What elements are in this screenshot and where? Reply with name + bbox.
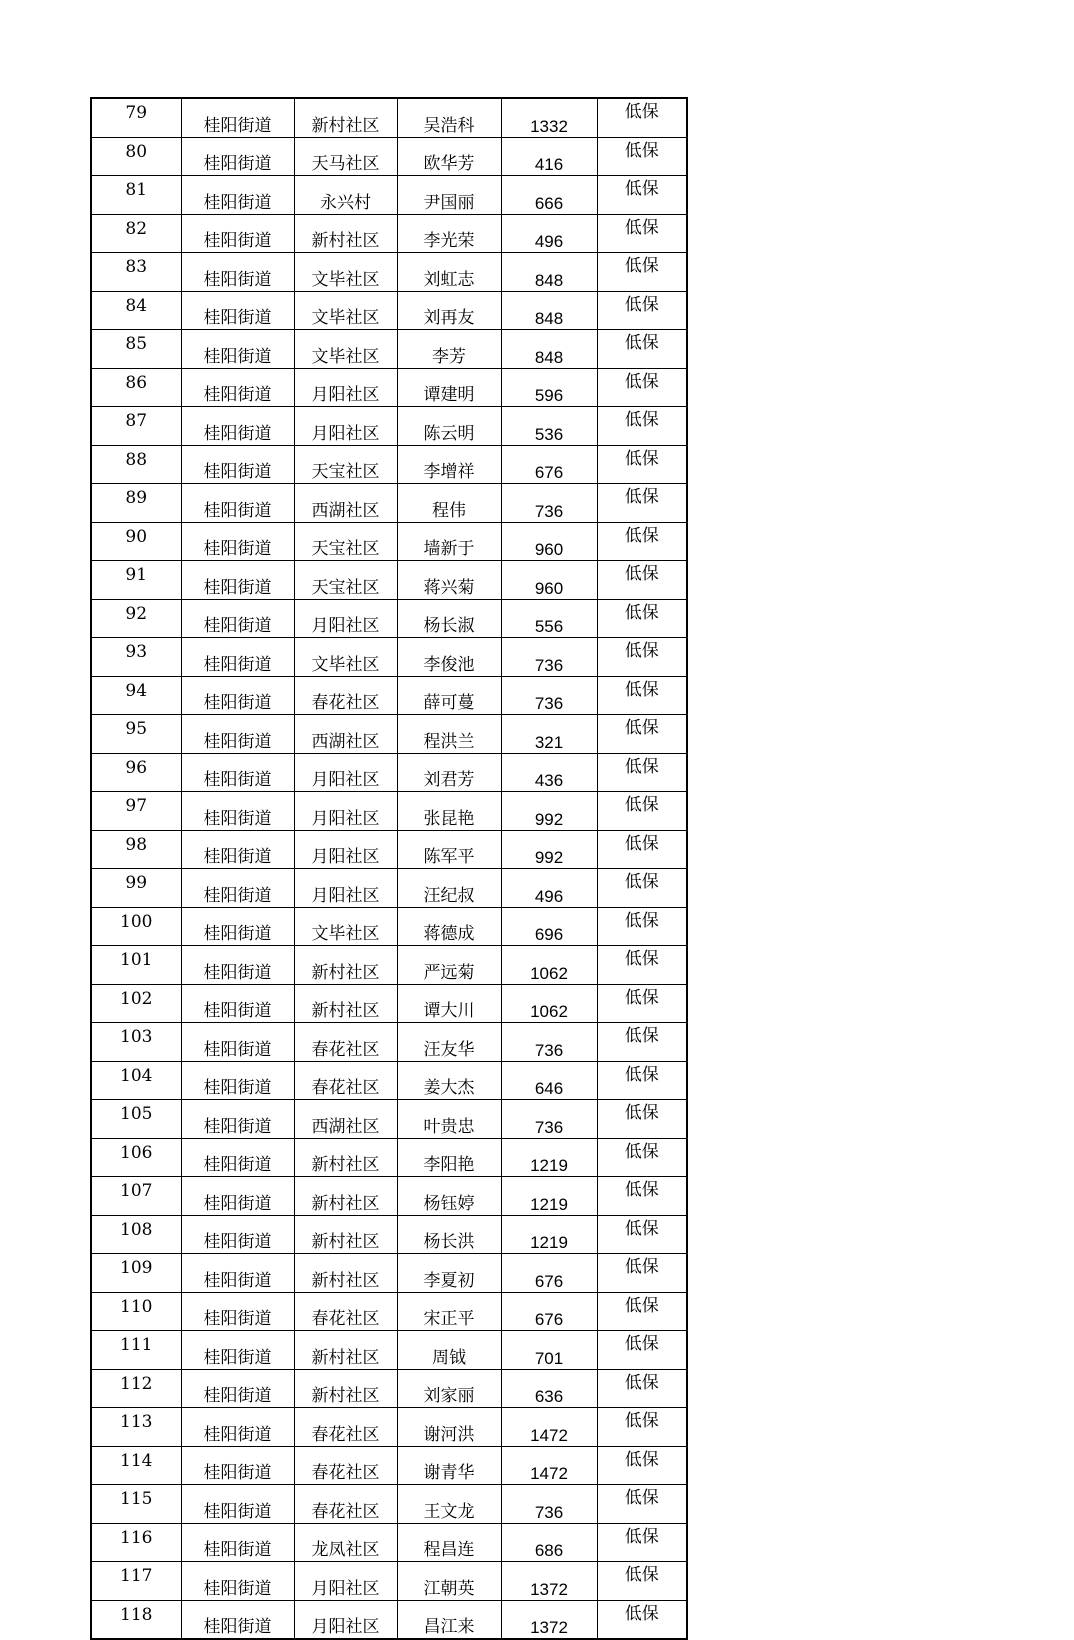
table-row xyxy=(91,869,687,908)
person-name-cell: 叶贵忠 xyxy=(397,1100,501,1139)
aid-type-cell: 低保 xyxy=(597,1254,687,1293)
row-number-cell: 110 xyxy=(91,1292,181,1331)
street-cell: 桂阳街道 xyxy=(181,1408,294,1447)
community-cell: 月阳社区 xyxy=(294,869,397,908)
table-row xyxy=(91,792,687,831)
table-row xyxy=(91,676,687,715)
street-cell: 桂阳街道 xyxy=(181,1138,294,1177)
person-name-cell: 吴浩科 xyxy=(397,98,501,137)
street-cell: 桂阳街道 xyxy=(181,137,294,176)
person-name-cell: 王文龙 xyxy=(397,1485,501,1524)
aid-type-cell: 低保 xyxy=(597,522,687,561)
community-cell: 文毕社区 xyxy=(294,253,397,292)
table-row xyxy=(91,176,687,215)
community-cell: 春花社区 xyxy=(294,1485,397,1524)
street-cell: 桂阳街道 xyxy=(181,1485,294,1524)
amount-cell: 686 xyxy=(501,1523,597,1562)
aid-type-cell: 低保 xyxy=(597,869,687,908)
table-row xyxy=(91,715,687,754)
row-number-cell: 102 xyxy=(91,984,181,1023)
community-cell: 文毕社区 xyxy=(294,291,397,330)
aid-type-cell: 低保 xyxy=(597,407,687,446)
row-number-cell: 81 xyxy=(91,176,181,215)
aid-type-cell: 低保 xyxy=(597,137,687,176)
amount-cell: 556 xyxy=(501,599,597,638)
aid-type-cell: 低保 xyxy=(597,1523,687,1562)
community-cell: 春花社区 xyxy=(294,1061,397,1100)
table-row xyxy=(91,1061,687,1100)
aid-type-cell: 低保 xyxy=(597,330,687,369)
amount-cell: 1219 xyxy=(501,1177,597,1216)
community-cell: 西湖社区 xyxy=(294,1100,397,1139)
aid-type-cell: 低保 xyxy=(597,907,687,946)
table-row xyxy=(91,98,687,137)
table-row xyxy=(91,214,687,253)
amount-cell: 536 xyxy=(501,407,597,446)
row-number-cell: 117 xyxy=(91,1562,181,1601)
table-row xyxy=(91,1254,687,1293)
community-cell: 天马社区 xyxy=(294,137,397,176)
community-cell: 春花社区 xyxy=(294,676,397,715)
row-number-cell: 108 xyxy=(91,1215,181,1254)
row-number-cell: 82 xyxy=(91,214,181,253)
aid-type-cell: 低保 xyxy=(597,98,687,137)
table-row xyxy=(91,522,687,561)
street-cell: 桂阳街道 xyxy=(181,869,294,908)
street-cell: 桂阳街道 xyxy=(181,792,294,831)
community-cell: 月阳社区 xyxy=(294,368,397,407)
person-name-cell: 昌江来 xyxy=(397,1600,501,1639)
table-row xyxy=(91,1331,687,1370)
table-row xyxy=(91,561,687,600)
table-row xyxy=(91,1292,687,1331)
community-cell: 月阳社区 xyxy=(294,1600,397,1639)
row-number-cell: 111 xyxy=(91,1331,181,1370)
row-number-cell: 84 xyxy=(91,291,181,330)
row-number-cell: 98 xyxy=(91,830,181,869)
community-cell: 新村社区 xyxy=(294,1138,397,1177)
person-name-cell: 汪友华 xyxy=(397,1023,501,1062)
street-cell: 桂阳街道 xyxy=(181,1562,294,1601)
amount-cell: 676 xyxy=(501,1254,597,1293)
aid-type-cell: 低保 xyxy=(597,291,687,330)
aid-type-cell: 低保 xyxy=(597,253,687,292)
person-name-cell: 蒋兴菊 xyxy=(397,561,501,600)
community-cell: 春花社区 xyxy=(294,1446,397,1485)
row-number-cell: 95 xyxy=(91,715,181,754)
person-name-cell: 刘君芳 xyxy=(397,753,501,792)
amount-cell: 736 xyxy=(501,1100,597,1139)
community-cell: 新村社区 xyxy=(294,1331,397,1370)
community-cell: 春花社区 xyxy=(294,1408,397,1447)
community-cell: 月阳社区 xyxy=(294,830,397,869)
row-number-cell: 116 xyxy=(91,1523,181,1562)
person-name-cell: 谭大川 xyxy=(397,984,501,1023)
aid-type-cell: 低保 xyxy=(597,1562,687,1601)
aid-type-cell: 低保 xyxy=(597,599,687,638)
street-cell: 桂阳街道 xyxy=(181,946,294,985)
person-name-cell: 刘再友 xyxy=(397,291,501,330)
amount-cell: 666 xyxy=(501,176,597,215)
row-number-cell: 83 xyxy=(91,253,181,292)
community-cell: 文毕社区 xyxy=(294,907,397,946)
table-row xyxy=(91,1600,687,1639)
community-cell: 西湖社区 xyxy=(294,715,397,754)
community-cell: 西湖社区 xyxy=(294,484,397,523)
row-number-cell: 86 xyxy=(91,368,181,407)
community-cell: 永兴村 xyxy=(294,176,397,215)
amount-cell: 1472 xyxy=(501,1408,597,1447)
person-name-cell: 蒋德成 xyxy=(397,907,501,946)
aid-type-cell: 低保 xyxy=(597,1600,687,1639)
row-number-cell: 113 xyxy=(91,1408,181,1447)
table-row xyxy=(91,1369,687,1408)
street-cell: 桂阳街道 xyxy=(181,599,294,638)
amount-cell: 848 xyxy=(501,291,597,330)
community-cell: 新村社区 xyxy=(294,1369,397,1408)
street-cell: 桂阳街道 xyxy=(181,1023,294,1062)
aid-type-cell: 低保 xyxy=(597,1023,687,1062)
person-name-cell: 陈云明 xyxy=(397,407,501,446)
table-row xyxy=(91,638,687,677)
row-number-cell: 104 xyxy=(91,1061,181,1100)
table-row xyxy=(91,984,687,1023)
amount-cell: 636 xyxy=(501,1369,597,1408)
amount-cell: 848 xyxy=(501,253,597,292)
street-cell: 桂阳街道 xyxy=(181,1254,294,1293)
roster-table-body xyxy=(91,98,687,1639)
table-row xyxy=(91,1446,687,1485)
person-name-cell: 李光荣 xyxy=(397,214,501,253)
person-name-cell: 谢河洪 xyxy=(397,1408,501,1447)
amount-cell: 736 xyxy=(501,638,597,677)
community-cell: 月阳社区 xyxy=(294,407,397,446)
street-cell: 桂阳街道 xyxy=(181,407,294,446)
table-row xyxy=(91,1023,687,1062)
row-number-cell: 85 xyxy=(91,330,181,369)
person-name-cell: 宋正平 xyxy=(397,1292,501,1331)
aid-type-cell: 低保 xyxy=(597,715,687,754)
row-number-cell: 89 xyxy=(91,484,181,523)
row-number-cell: 99 xyxy=(91,869,181,908)
person-name-cell: 汪纪叔 xyxy=(397,869,501,908)
street-cell: 桂阳街道 xyxy=(181,830,294,869)
community-cell: 月阳社区 xyxy=(294,1562,397,1601)
row-number-cell: 91 xyxy=(91,561,181,600)
person-name-cell: 江朝英 xyxy=(397,1562,501,1601)
row-number-cell: 118 xyxy=(91,1600,181,1639)
amount-cell: 1062 xyxy=(501,946,597,985)
community-cell: 新村社区 xyxy=(294,98,397,137)
table-row xyxy=(91,1485,687,1524)
aid-type-cell: 低保 xyxy=(597,445,687,484)
table-row xyxy=(91,484,687,523)
row-number-cell: 114 xyxy=(91,1446,181,1485)
row-number-cell: 115 xyxy=(91,1485,181,1524)
aid-type-cell: 低保 xyxy=(597,1485,687,1524)
aid-type-cell: 低保 xyxy=(597,1177,687,1216)
street-cell: 桂阳街道 xyxy=(181,522,294,561)
aid-type-cell: 低保 xyxy=(597,753,687,792)
aid-type-cell: 低保 xyxy=(597,1215,687,1254)
street-cell: 桂阳街道 xyxy=(181,907,294,946)
aid-type-cell: 低保 xyxy=(597,1408,687,1447)
amount-cell: 736 xyxy=(501,1485,597,1524)
aid-type-cell: 低保 xyxy=(597,984,687,1023)
table-row xyxy=(91,753,687,792)
row-number-cell: 109 xyxy=(91,1254,181,1293)
person-name-cell: 尹国丽 xyxy=(397,176,501,215)
amount-cell: 1472 xyxy=(501,1446,597,1485)
row-number-cell: 96 xyxy=(91,753,181,792)
community-cell: 新村社区 xyxy=(294,984,397,1023)
community-cell: 新村社区 xyxy=(294,1177,397,1216)
person-name-cell: 谭建明 xyxy=(397,368,501,407)
aid-type-cell: 低保 xyxy=(597,946,687,985)
aid-type-cell: 低保 xyxy=(597,1138,687,1177)
aid-type-cell: 低保 xyxy=(597,561,687,600)
person-name-cell: 杨长淑 xyxy=(397,599,501,638)
street-cell: 桂阳街道 xyxy=(181,1446,294,1485)
row-number-cell: 92 xyxy=(91,599,181,638)
aid-type-cell: 低保 xyxy=(597,792,687,831)
row-number-cell: 105 xyxy=(91,1100,181,1139)
table-row xyxy=(91,137,687,176)
aid-type-cell: 低保 xyxy=(597,1369,687,1408)
community-cell: 文毕社区 xyxy=(294,638,397,677)
street-cell: 桂阳街道 xyxy=(181,368,294,407)
community-cell: 月阳社区 xyxy=(294,599,397,638)
table-row xyxy=(91,599,687,638)
amount-cell: 736 xyxy=(501,676,597,715)
street-cell: 桂阳街道 xyxy=(181,715,294,754)
street-cell: 桂阳街道 xyxy=(181,638,294,677)
table-row xyxy=(91,1215,687,1254)
row-number-cell: 106 xyxy=(91,1138,181,1177)
street-cell: 桂阳街道 xyxy=(181,176,294,215)
row-number-cell: 107 xyxy=(91,1177,181,1216)
aid-type-cell: 低保 xyxy=(597,1331,687,1370)
aid-type-cell: 低保 xyxy=(597,676,687,715)
amount-cell: 1372 xyxy=(501,1562,597,1601)
street-cell: 桂阳街道 xyxy=(181,291,294,330)
amount-cell: 992 xyxy=(501,830,597,869)
street-cell: 桂阳街道 xyxy=(181,1215,294,1254)
community-cell: 春花社区 xyxy=(294,1292,397,1331)
row-number-cell: 79 xyxy=(91,98,181,137)
person-name-cell: 张昆艳 xyxy=(397,792,501,831)
person-name-cell: 欧华芳 xyxy=(397,137,501,176)
street-cell: 桂阳街道 xyxy=(181,561,294,600)
person-name-cell: 墙新于 xyxy=(397,522,501,561)
amount-cell: 960 xyxy=(501,522,597,561)
community-cell: 天宝社区 xyxy=(294,522,397,561)
street-cell: 桂阳街道 xyxy=(181,214,294,253)
street-cell: 桂阳街道 xyxy=(181,1523,294,1562)
table-row xyxy=(91,1177,687,1216)
person-name-cell: 程伟 xyxy=(397,484,501,523)
aid-type-cell: 低保 xyxy=(597,214,687,253)
person-name-cell: 刘虹志 xyxy=(397,253,501,292)
community-cell: 天宝社区 xyxy=(294,445,397,484)
table-row xyxy=(91,330,687,369)
person-name-cell: 严远菊 xyxy=(397,946,501,985)
table-row xyxy=(91,445,687,484)
person-name-cell: 刘家丽 xyxy=(397,1369,501,1408)
aid-type-cell: 低保 xyxy=(597,1446,687,1485)
amount-cell: 676 xyxy=(501,445,597,484)
person-name-cell: 周钺 xyxy=(397,1331,501,1370)
table-row xyxy=(91,1138,687,1177)
aid-type-cell: 低保 xyxy=(597,1061,687,1100)
row-number-cell: 101 xyxy=(91,946,181,985)
person-name-cell: 杨钰婷 xyxy=(397,1177,501,1216)
table-row xyxy=(91,253,687,292)
amount-cell: 1062 xyxy=(501,984,597,1023)
street-cell: 桂阳街道 xyxy=(181,676,294,715)
amount-cell: 1372 xyxy=(501,1600,597,1639)
amount-cell: 960 xyxy=(501,561,597,600)
table-row xyxy=(91,830,687,869)
amount-cell: 1332 xyxy=(501,98,597,137)
community-cell: 文毕社区 xyxy=(294,330,397,369)
street-cell: 桂阳街道 xyxy=(181,1100,294,1139)
street-cell: 桂阳街道 xyxy=(181,330,294,369)
street-cell: 桂阳街道 xyxy=(181,753,294,792)
street-cell: 桂阳街道 xyxy=(181,484,294,523)
row-number-cell: 100 xyxy=(91,907,181,946)
community-cell: 月阳社区 xyxy=(294,792,397,831)
street-cell: 桂阳街道 xyxy=(181,1369,294,1408)
community-cell: 新村社区 xyxy=(294,946,397,985)
row-number-cell: 97 xyxy=(91,792,181,831)
row-number-cell: 112 xyxy=(91,1369,181,1408)
street-cell: 桂阳街道 xyxy=(181,445,294,484)
community-cell: 月阳社区 xyxy=(294,753,397,792)
amount-cell: 701 xyxy=(501,1331,597,1370)
amount-cell: 736 xyxy=(501,1023,597,1062)
aid-type-cell: 低保 xyxy=(597,368,687,407)
person-name-cell: 谢青华 xyxy=(397,1446,501,1485)
aid-type-cell: 低保 xyxy=(597,638,687,677)
street-cell: 桂阳街道 xyxy=(181,1331,294,1370)
amount-cell: 496 xyxy=(501,869,597,908)
row-number-cell: 93 xyxy=(91,638,181,677)
amount-cell: 436 xyxy=(501,753,597,792)
table-row xyxy=(91,407,687,446)
roster-table xyxy=(90,97,688,1640)
table-row xyxy=(91,1408,687,1447)
row-number-cell: 80 xyxy=(91,137,181,176)
street-cell: 桂阳街道 xyxy=(181,1600,294,1639)
amount-cell: 596 xyxy=(501,368,597,407)
community-cell: 新村社区 xyxy=(294,1254,397,1293)
community-cell: 春花社区 xyxy=(294,1023,397,1062)
community-cell: 龙凤社区 xyxy=(294,1523,397,1562)
person-name-cell: 杨长洪 xyxy=(397,1215,501,1254)
street-cell: 桂阳街道 xyxy=(181,1061,294,1100)
amount-cell: 1219 xyxy=(501,1215,597,1254)
street-cell: 桂阳街道 xyxy=(181,984,294,1023)
person-name-cell: 李增祥 xyxy=(397,445,501,484)
person-name-cell: 李芳 xyxy=(397,330,501,369)
aid-type-cell: 低保 xyxy=(597,830,687,869)
aid-type-cell: 低保 xyxy=(597,176,687,215)
street-cell: 桂阳街道 xyxy=(181,253,294,292)
aid-type-cell: 低保 xyxy=(597,1100,687,1139)
person-name-cell: 李阳艳 xyxy=(397,1138,501,1177)
aid-type-cell: 低保 xyxy=(597,1292,687,1331)
row-number-cell: 103 xyxy=(91,1023,181,1062)
row-number-cell: 88 xyxy=(91,445,181,484)
street-cell: 桂阳街道 xyxy=(181,1292,294,1331)
community-cell: 新村社区 xyxy=(294,214,397,253)
person-name-cell: 程昌连 xyxy=(397,1523,501,1562)
street-cell: 桂阳街道 xyxy=(181,98,294,137)
amount-cell: 646 xyxy=(501,1061,597,1100)
street-cell: 桂阳街道 xyxy=(181,1177,294,1216)
community-cell: 新村社区 xyxy=(294,1215,397,1254)
person-name-cell: 陈军平 xyxy=(397,830,501,869)
aid-type-cell: 低保 xyxy=(597,484,687,523)
amount-cell: 848 xyxy=(501,330,597,369)
person-name-cell: 薛可蔓 xyxy=(397,676,501,715)
table-row xyxy=(91,1523,687,1562)
amount-cell: 676 xyxy=(501,1292,597,1331)
row-number-cell: 94 xyxy=(91,676,181,715)
community-cell: 天宝社区 xyxy=(294,561,397,600)
amount-cell: 321 xyxy=(501,715,597,754)
table-row xyxy=(91,368,687,407)
row-number-cell: 87 xyxy=(91,407,181,446)
table-row xyxy=(91,946,687,985)
row-number-cell: 90 xyxy=(91,522,181,561)
person-name-cell: 李俊池 xyxy=(397,638,501,677)
table-row xyxy=(91,1562,687,1601)
amount-cell: 496 xyxy=(501,214,597,253)
amount-cell: 736 xyxy=(501,484,597,523)
table-row xyxy=(91,291,687,330)
person-name-cell: 李夏初 xyxy=(397,1254,501,1293)
amount-cell: 1219 xyxy=(501,1138,597,1177)
person-name-cell: 程洪兰 xyxy=(397,715,501,754)
amount-cell: 992 xyxy=(501,792,597,831)
table-row xyxy=(91,1100,687,1139)
table-row xyxy=(91,907,687,946)
person-name-cell: 姜大杰 xyxy=(397,1061,501,1100)
amount-cell: 696 xyxy=(501,907,597,946)
amount-cell: 416 xyxy=(501,137,597,176)
